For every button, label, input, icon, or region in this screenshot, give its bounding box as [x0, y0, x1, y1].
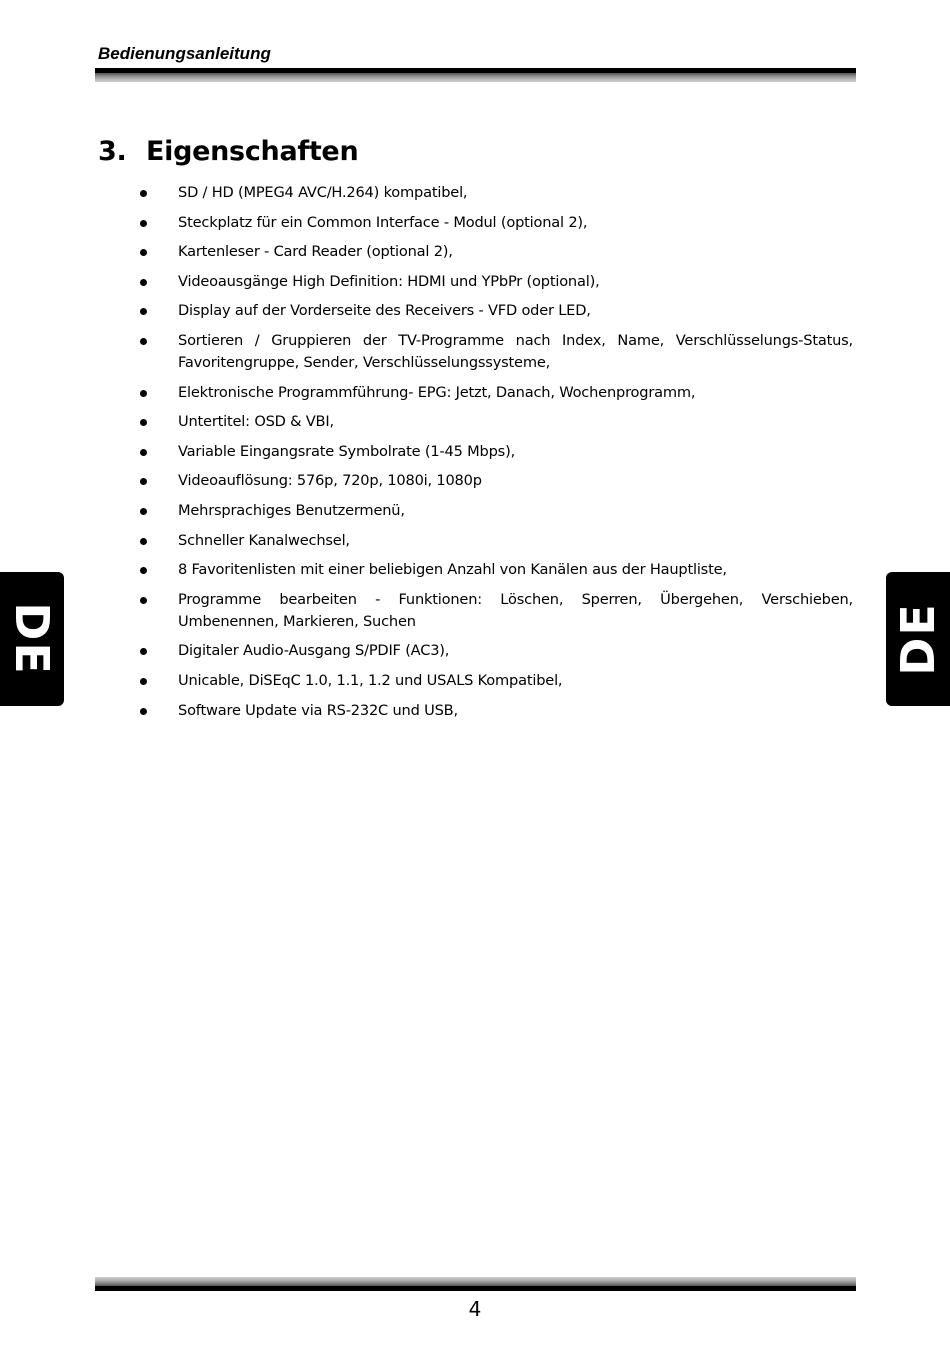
list-item [137, 670, 853, 692]
feature-text: Digitaler Audio-Ausgang S/PDIF (AC3), [178, 642, 450, 660]
feature-text: Software Update via RS-232C und USB, [178, 701, 458, 719]
feature-text: 8 Favoritenlisten mit einer beliebigen Anzahl von Kanälen aus der Hauptliste, [178, 561, 727, 579]
list-item [137, 640, 853, 662]
header-rule [95, 68, 856, 82]
list-item [137, 411, 853, 433]
bullet-icon [140, 249, 147, 256]
list-item [137, 700, 853, 722]
list-item [137, 241, 853, 263]
bullet-icon [140, 478, 147, 485]
bullet-icon [140, 190, 147, 197]
page-number: 4 [468, 1297, 482, 1321]
feature-text: Programme bearbeiten - Funktionen: Löschen, Sperren, Übergehen, Verschieben, Umbenennen, Markieren, Suchen [178, 590, 853, 630]
list-item [137, 500, 853, 522]
bullet-icon [140, 708, 147, 715]
bullet-icon [140, 538, 147, 545]
feature-text: Unicable, DiSEqC 1.0, 1.1, 1.2 und USALS Kompatibel, [178, 671, 563, 689]
feature-list [137, 182, 853, 729]
section-number: 3. [98, 136, 127, 167]
bullet-icon [140, 279, 147, 286]
feature-text: Steckplatz für ein Common Interface - Modul (optional 2), [178, 213, 588, 231]
footer-rule [95, 1277, 856, 1291]
list-item [137, 441, 853, 463]
section-heading [98, 136, 358, 167]
list-item [137, 212, 853, 234]
feature-text: Videoausgänge High Definition: HDMI und YPbPr (optional), [178, 272, 600, 290]
bullet-icon [140, 648, 147, 655]
language-tab-label: DE [5, 602, 60, 676]
bullet-icon [140, 508, 147, 515]
bullet-icon [140, 678, 147, 685]
bullet-icon [140, 220, 147, 227]
list-item [137, 330, 853, 374]
language-tab-label: DE [891, 602, 946, 676]
bullet-icon [140, 308, 147, 315]
list-item [137, 589, 853, 633]
feature-text: Schneller Kanalwechsel, [178, 531, 350, 549]
bullet-icon [140, 597, 147, 604]
language-tab-right [886, 572, 950, 706]
bullet-icon [140, 567, 147, 574]
feature-text: Elektronische Programmführung- EPG: Jetzt, Danach, Wochenprogramm, [178, 383, 696, 401]
feature-text: Kartenleser - Card Reader (optional 2), [178, 243, 453, 261]
section-title: Eigenschaften [146, 136, 359, 167]
list-item [137, 300, 853, 322]
list-item [137, 382, 853, 404]
bullet-icon [140, 419, 147, 426]
list-item [137, 559, 853, 581]
feature-text: Mehrsprachiges Benutzermenü, [178, 501, 405, 519]
feature-text: Untertitel: OSD & VBI, [178, 413, 334, 431]
bullet-icon [140, 390, 147, 397]
header-title: Bedienungsanleitung [98, 44, 271, 63]
list-item [137, 470, 853, 492]
language-tab-left [0, 572, 64, 706]
list-item [137, 271, 853, 293]
bullet-icon [140, 449, 147, 456]
list-item [137, 182, 853, 204]
bullet-icon [140, 338, 147, 345]
list-item [137, 530, 853, 552]
feature-text: SD / HD (MPEG4 AVC/H.264) kompatibel, [178, 184, 468, 201]
feature-text: Sortieren / Gruppieren der TV-Programme nach Index, Name, Verschlüsselungs-Status, Favoritengruppe, Sender, Verschlüsselungssysteme, [178, 331, 853, 371]
feature-text: Display auf der Vorderseite des Receivers - VFD oder LED, [178, 302, 591, 320]
feature-text: Videoauflösung: 576p, 720p, 1080i, 1080p [178, 472, 482, 490]
feature-text: Variable Eingangsrate Symbolrate (1-45 Mbps), [178, 442, 516, 460]
